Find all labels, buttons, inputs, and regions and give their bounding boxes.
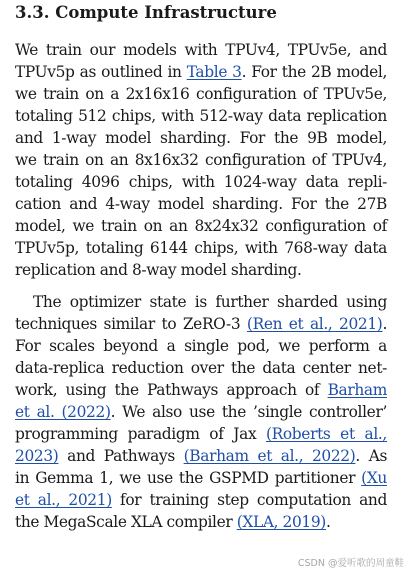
text-line <box>15 467 387 489</box>
text-line <box>15 313 387 335</box>
section-heading: 3.3. Compute Infrastructure <box>15 3 277 22</box>
text-span: work, using the Pathways approach of <box>15 381 328 399</box>
text-span: techniques similar to ZeRO-3 <box>15 315 247 333</box>
text-span: . <box>382 315 387 333</box>
text-span: programming paradigm of Jax <box>15 425 266 443</box>
text-line <box>15 511 387 533</box>
text-span: . For the 2B model, <box>241 63 387 81</box>
text-line: cation and 4-way model sharding. For the 27B <box>15 195 387 213</box>
barham-2022-citation-link[interactable]: et al. (2022) <box>15 403 111 421</box>
text-line <box>15 489 387 511</box>
text-line: totaling 4096 chips, with 1024-way data repli- <box>15 173 387 191</box>
text-line: we train on an 8x16x32 configuration of TPUv4, <box>15 151 387 169</box>
text-line: we train on a 2x16x16 configuration of TPUv5e, <box>15 85 387 103</box>
barham-2022-citation-link[interactable]: (Barham et al., 2022) <box>183 447 356 465</box>
text-line: data-replica reduction over the data center net- <box>15 359 387 377</box>
text-line: For scales beyond a single pod, we perform a <box>15 337 387 355</box>
text-line <box>15 401 387 423</box>
text-line <box>15 445 387 467</box>
ren-2021-citation-link[interactable]: (Ren et al., 2021) <box>246 315 383 333</box>
roberts-2023-citation-link[interactable]: 2023) <box>15 447 59 465</box>
text-line: model, we train on an 8x24x32 configuration of <box>15 217 387 235</box>
barham-2022-citation-link[interactable]: Barham <box>327 381 387 399</box>
csdn-watermark: CSDN @爱听歌的周童鞋 <box>297 558 404 569</box>
text-line <box>15 423 387 445</box>
text-line: and 1-way model sharding. For the 9B model, <box>15 129 387 147</box>
text-span: . We also use the ’single controller’ <box>110 403 387 421</box>
text-line <box>15 61 387 83</box>
xu-2021-citation-link[interactable]: (Xu <box>361 469 387 487</box>
text-span: TPUv5p as outlined in <box>15 63 187 81</box>
xu-2021-citation-link[interactable]: et al., 2021) <box>15 491 112 509</box>
text-span: for training step computation and <box>111 491 387 509</box>
text-span: . As <box>355 447 388 465</box>
text-line: The optimizer state is further sharded using <box>33 293 387 311</box>
text-line: TPUv5p, totaling 6144 chips, with 768-way data <box>15 239 387 257</box>
text-span: . <box>325 513 331 531</box>
text-line: totaling 512 chips, with 512-way data replication <box>15 107 387 125</box>
text-span: and Pathways <box>58 447 184 465</box>
text-line <box>15 379 387 401</box>
xla-2019-citation-link[interactable]: (XLA, 2019) <box>236 513 326 531</box>
text-line: We train our models with TPUv4, TPUv5e, and <box>15 41 387 59</box>
text-span: in Gemma 1, we use the GSPMD partitioner <box>15 469 362 487</box>
text-line: replication and 8-way model sharding. <box>15 261 302 279</box>
table-3-link[interactable]: Table 3 <box>186 63 242 81</box>
text-span: the MegaScale XLA compiler <box>15 513 237 531</box>
roberts-2023-citation-link[interactable]: (Roberts et al., <box>266 425 387 443</box>
